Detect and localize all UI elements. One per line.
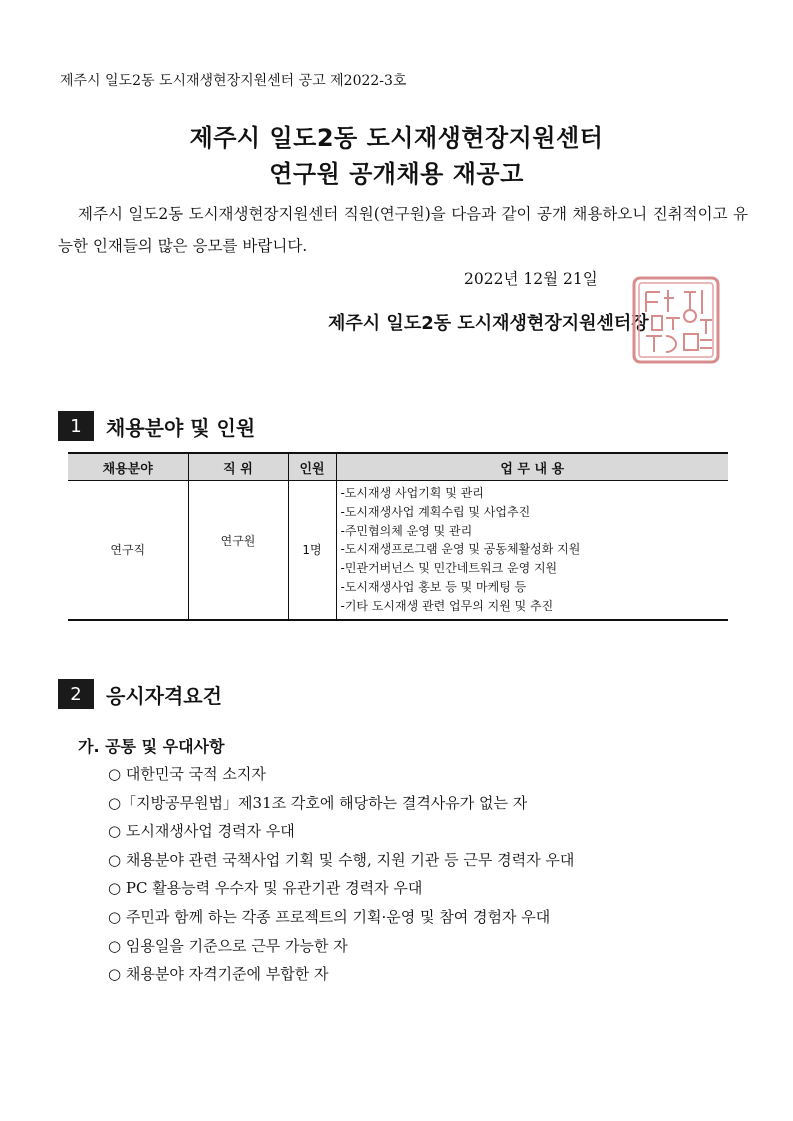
- page-subtitle: 연구원 공개채용 재공고: [269, 160, 524, 188]
- header-count: 인원: [288, 453, 336, 481]
- header-duties: 업 무 내 용: [336, 453, 728, 481]
- duty-item: -주민협의체 운영 및 관리: [340, 523, 473, 538]
- list-item: ○ 도시재생사업 경력자 우대: [108, 822, 295, 841]
- notice-date: 2022년 12월 21일: [464, 270, 598, 288]
- cell-field: 연구직: [68, 481, 188, 620]
- list-item: ○ 임용일을 기준으로 근무 가능한 자: [108, 936, 348, 955]
- official-seal-stamp: [630, 274, 722, 366]
- intro-paragraph: 제주시 일도2동 도시재생현장지원센터 직원(연구원)을 다음과 같이 공개 채용하오니 진취적이고 유능한 인재들의 많은 응모를 바랍니다.: [58, 205, 748, 255]
- table-row: [68, 481, 728, 620]
- section-title: 응시자격요건: [106, 683, 222, 708]
- cell-position: 연구원: [188, 481, 288, 620]
- table-header-row: [68, 453, 728, 481]
- list-item: ○ PC 활용능력 우수자 및 유관기관 경력자 우대: [108, 879, 423, 898]
- page-title: 제주시 일도2동 도시재생현장지원센터: [189, 124, 604, 152]
- qualification-list: [108, 760, 574, 989]
- section-title: 채용분야 및 인원: [106, 415, 256, 440]
- list-item: ○ 채용분야 자격기준에 부합한 자: [108, 965, 329, 984]
- recruitment-table: [68, 452, 728, 621]
- notice-number: 제주시 일도2동 도시재생현장지원센터 공고 제2022-3호: [60, 73, 407, 89]
- duty-item: -기타 도시재생 관련 업무의 지원 및 추진: [340, 598, 554, 613]
- duty-item: -민관거버넌스 및 민간네트워크 운영 지원: [340, 561, 558, 576]
- section-2-heading: [58, 679, 222, 709]
- section-number: 1: [58, 411, 94, 441]
- duty-item: -도시재생사업 홍보 등 및 마케팅 등: [340, 579, 527, 594]
- duty-item: -도시재생프로그램 운영 및 공동체활성화 지원: [340, 542, 581, 557]
- cell-count: 1명: [288, 481, 336, 620]
- section-number: 2: [58, 679, 94, 709]
- cell-duties: [336, 481, 728, 620]
- signatory: 제주시 일도2동 도시재생현장지원센터장: [328, 313, 649, 334]
- duty-item: -도시재생사업 계획수립 및 사업추진: [340, 504, 531, 519]
- subsection-heading: 가. 공통 및 우대사항: [78, 737, 225, 756]
- section-1-heading: [58, 411, 255, 441]
- list-item: ○ 주민과 함께 하는 각종 프로젝트의 기획·운영 및 참여 경험자 우대: [108, 907, 551, 926]
- list-item: ○「지방공무원법」제31조 각호에 해당하는 결격사유가 없는 자: [108, 793, 528, 812]
- header-field: 채용분야: [68, 453, 188, 481]
- header-position: 직 위: [188, 453, 288, 481]
- duty-item: -도시재생 사업기획 및 관리: [340, 486, 484, 500]
- list-item: ○ 채용분야 관련 국책사업 기획 및 수행, 지원 기관 등 근무 경력자 우대: [108, 850, 575, 869]
- list-item: ○ 대한민국 국적 소지자: [108, 765, 266, 783]
